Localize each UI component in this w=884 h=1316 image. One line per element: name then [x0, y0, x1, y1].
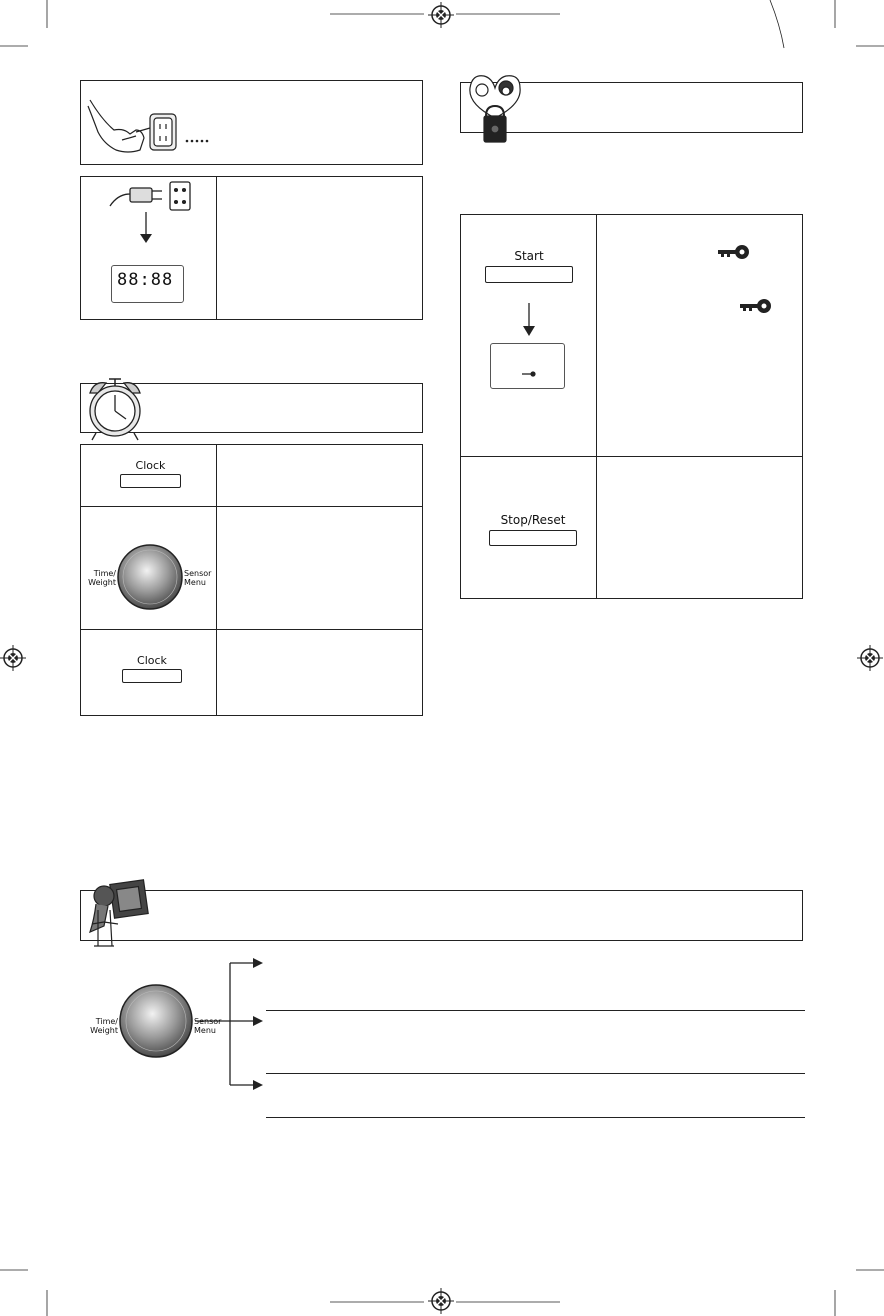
key-icon: [739, 298, 773, 314]
stop-reset-button[interactable]: [489, 530, 577, 546]
stop-reset-button-label: Stop/Reset: [500, 513, 566, 527]
alarm-clock-icon: [80, 377, 152, 443]
control-dial[interactable]: [118, 983, 194, 1059]
clock-row-separator: [80, 629, 423, 630]
child-lock-divider: [596, 214, 597, 599]
small-key-icon: [521, 370, 537, 378]
start-button-label: Start: [514, 249, 544, 263]
child-lock-icon: [462, 68, 528, 148]
registration-mark-bottom: [428, 1288, 454, 1314]
registration-mark-right: [857, 645, 883, 671]
dial-option-separator: [266, 1010, 805, 1011]
down-arrow-icon: [521, 303, 537, 337]
clock-row-separator: [80, 506, 423, 507]
key-icon: [717, 244, 751, 260]
display-readout: 88:88: [117, 270, 174, 290]
dial-branch-arrows: [195, 955, 275, 1095]
registration-mark-top: [428, 2, 454, 28]
lock-display-panel: [490, 343, 565, 389]
dial-option-separator: [266, 1073, 805, 1074]
dial-usage-header: [80, 890, 803, 941]
clock-button-label: Clock: [137, 654, 167, 667]
dial-right-label: Sensor Menu: [194, 1017, 222, 1035]
clock-button-label: Clock: [135, 459, 166, 472]
down-arrow-icon: [138, 212, 154, 244]
person-oven-icon: [84, 876, 150, 952]
dial-right-label: Sensor Menu: [184, 569, 212, 587]
hand-plug-icon: [84, 92, 219, 160]
registration-mark-left: [0, 645, 26, 671]
setup-panel-divider: [216, 176, 217, 320]
control-dial[interactable]: [116, 543, 184, 611]
start-button[interactable]: [485, 266, 573, 283]
clock-button[interactable]: [122, 669, 182, 683]
dial-option-separator: [266, 1117, 805, 1118]
power-plug-icon: [108, 180, 194, 214]
clock-button[interactable]: [120, 474, 181, 488]
child-lock-row-separator: [460, 456, 803, 457]
dial-left-label: Time/ Weight: [88, 569, 116, 587]
clock-panel-divider: [216, 444, 217, 716]
dial-left-label: Time/ Weight: [90, 1017, 118, 1035]
